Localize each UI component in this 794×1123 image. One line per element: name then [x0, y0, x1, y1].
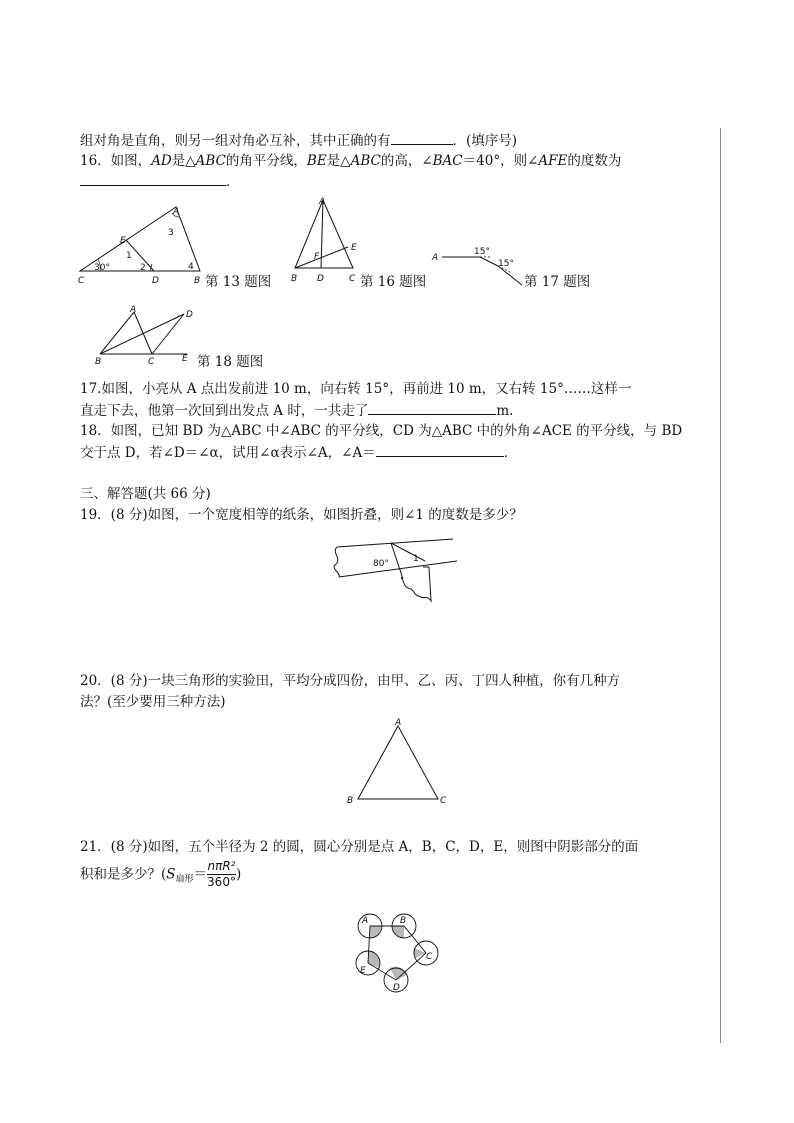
- fig21-label-A: A: [362, 916, 369, 926]
- fig17-label-15b: 15°: [498, 259, 514, 269]
- answer-blank-18[interactable]: [376, 443, 504, 457]
- fig13-label-D: D: [152, 276, 159, 286]
- fig13-label-C: C: [78, 276, 85, 286]
- page-margin-line: [720, 128, 721, 1043]
- q15-tail: 组对角是直角，则另一组对角必互补，其中正确的有 ．(填序号): [80, 133, 518, 149]
- fig13-label-4: 4: [188, 262, 194, 272]
- q20-line2: 法？(至少要用三种方法): [80, 694, 226, 710]
- fig20-label-B: B: [347, 796, 354, 806]
- fig16-label-A: A: [319, 197, 326, 207]
- fig18-label-A: A: [130, 305, 137, 315]
- caption-fig17: 第 17 题图: [524, 274, 591, 290]
- figure-21-five-circles: [350, 906, 445, 996]
- fig16-label-C: C: [349, 274, 356, 284]
- caption-fig16: 第 16 题图: [360, 274, 427, 290]
- q21-line2: 积和是多少？($S_{扇形}=$ nπR² 360° ): [80, 859, 242, 889]
- q17-line1: 17.如图，小亮从 A 点出发前进 10 m，向右转 15°，再前进 10 m，又右转 15°……这样一: [80, 381, 632, 397]
- fig13-label-3: 3: [168, 228, 174, 238]
- answer-blank-17[interactable]: [368, 401, 496, 415]
- answer-blank-15[interactable]: [391, 131, 453, 145]
- fig21-label-C: C: [426, 952, 433, 962]
- fig17-label-15a: 15°: [474, 247, 490, 257]
- q20-line1: 20．(8 分)一块三角形的实验田，平均分成四份，由甲、乙、丙、丁四人种植，你有几种方: [80, 673, 621, 689]
- fig19-label-1: 1: [413, 554, 419, 564]
- fig21-label-D: D: [393, 983, 400, 993]
- caption-fig13: 第 13 题图: [205, 274, 272, 290]
- fig13-label-2: 2: [140, 263, 146, 273]
- fig21-label-B: B: [400, 916, 407, 926]
- figure-16: [290, 195, 360, 290]
- answer-blank-16[interactable]: [80, 172, 226, 186]
- fig13-label-E: E: [120, 236, 126, 246]
- fig17-label-A: A: [432, 253, 439, 263]
- fig19-label-80: 80°: [373, 559, 389, 569]
- q18-line1: 18．如图，已知 BD 为△ABC 中∠ABC 的平分线，CD 为△ABC 中的外角∠ACE 的平分线，与 BD: [80, 423, 683, 439]
- q21-line1: 21．(8 分)如图，五个半径为 2 的圆，圆心分别是点 A，B，C，D，E，则图中阴影部分的面: [80, 839, 639, 855]
- figure-20-triangle: [345, 716, 455, 811]
- fig21-label-E: E: [360, 966, 366, 976]
- fig18-label-B: B: [95, 357, 102, 367]
- fig16-label-B: B: [291, 274, 298, 284]
- fig20-label-A: A: [395, 718, 402, 728]
- fig13-label-1: 1: [126, 251, 132, 261]
- sector-area-fraction: nπR² 360°: [207, 859, 236, 889]
- figure-17: [430, 245, 525, 290]
- q19-text: 19．(8 分)如图，一个宽度相等的纸条，如图折叠，则∠1 的度数是多少？: [80, 507, 523, 523]
- fig20-label-C: C: [440, 796, 447, 806]
- q17-line2: 直走下去，他第一次回到出发点 A 时，一共走了 m.: [80, 403, 514, 419]
- fig13-label-30: 30°: [94, 263, 110, 273]
- fig13-label-B: B: [194, 276, 201, 286]
- fig18-label-E: E: [182, 354, 188, 364]
- q16-line1: 16．如图，AD是△ABC的角平分线，BE是△ABC的高，∠BAC＝40°，则∠AFE的度数为: [80, 153, 622, 169]
- section-3-heading: 三、解答题(共 66 分): [80, 486, 211, 502]
- fig13-label-A: A: [173, 207, 180, 217]
- caption-fig18: 第 18 题图: [197, 354, 264, 370]
- fig18-label-D: D: [186, 310, 193, 320]
- fig16-label-E: E: [351, 243, 357, 253]
- figure-13: [78, 205, 208, 290]
- fig16-label-D: D: [317, 274, 324, 284]
- fig18-label-C: C: [148, 357, 155, 367]
- figure-18: [92, 302, 197, 367]
- q16-line2: ．: [80, 172, 240, 191]
- q18-line2: 交于点 D，若∠D＝∠α，试用∠α表示∠A，∠A＝ ．: [80, 445, 518, 461]
- figure-19-folded-strip: [325, 537, 465, 605]
- fig16-label-F: F: [314, 252, 320, 262]
